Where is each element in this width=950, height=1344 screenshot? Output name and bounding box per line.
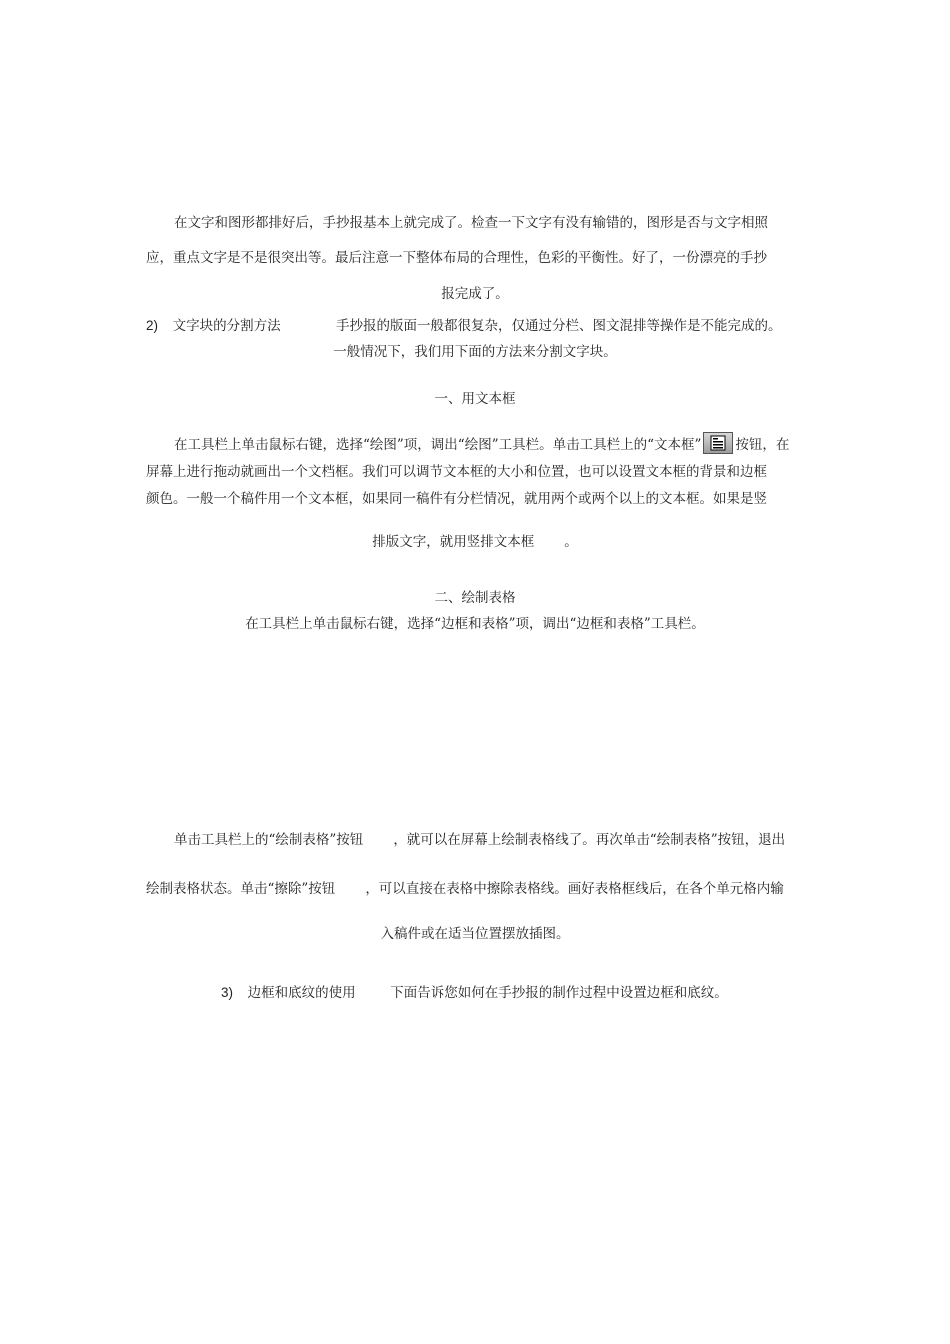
paragraph-2-line-1-end: 按钮，在 — [735, 437, 790, 453]
section-3-text: 下面告诉您如何在手抄报的制作过程中设置边框和底纹。 — [390, 985, 728, 1001]
heading-textbox: 一、用文本框 — [434, 391, 516, 407]
textbox-button-icon — [703, 432, 733, 454]
paragraph-4-line-1-start: 单击工具栏上的“绘制表格”按钮 — [174, 832, 364, 848]
paragraph-4-line-1-end: ，就可以在屏幕上绘制表格线了。再次单击“绘制表格”按钮，退出 — [393, 832, 786, 848]
heading-draw-table: 二、绘制表格 — [434, 590, 516, 606]
paragraph-4-line-2-end: ，可以直接在表格中擦除表格线。画好表格框线后，在各个单元格内输 — [365, 881, 784, 897]
paragraph-2-line-4-end: 。 — [564, 534, 578, 550]
section-2-heading-line — [146, 317, 281, 335]
section-2-line-2: 一般情况下，我们用下面的方法来分割文字块。 — [333, 344, 617, 360]
paragraph-4-line-2-start: 绘制表格状态。单击“擦除”按钮 — [146, 881, 336, 897]
section-2-line-1: 手抄报的版面一般都很复杂，仅通过分栏、图文混排等操作是不能完成的。 — [336, 318, 782, 334]
paragraph-2-line-2: 屏幕上进行拖动就画出一个文档框。我们可以调节文本框的大小和位置，也可以设置文本框的背景和边框 — [146, 464, 767, 480]
paragraph-4-line-2 — [146, 880, 784, 898]
section-3-title: 边框和底纹的使用 — [247, 985, 356, 1001]
paragraph-4-line-1 — [174, 831, 785, 849]
paragraph-1-line-1: 在文字和图形都排好后，手抄报基本上就完成了。检查一下文字有没有输错的，图形是否与文字相照 — [174, 215, 768, 231]
section-2-title: 文字块的分割方法 — [172, 318, 281, 334]
paragraph-4-line-3: 入稿件或在适当位置摆放插图。 — [380, 926, 570, 942]
paragraph-2-line-1-start: 在工具栏上单击鼠标右键，选择“绘图”项，调出“绘图”工具栏。单击工具栏上的“文本框” — [174, 437, 702, 453]
section-3-number: 3) — [221, 985, 234, 1000]
paragraph-2-line-1 — [174, 432, 789, 454]
paragraph-2-line-4-start: 排版文字，就用竖排文本框 — [372, 534, 535, 550]
paragraph-1-line-2: 应，重点文字是不是很突出等。最后注意一下整体布局的合理性，色彩的平衡性。好了，一份漂亮的手抄 — [146, 250, 767, 266]
section-3-line — [221, 984, 728, 1002]
section-2-number: 2) — [146, 318, 159, 333]
paragraph-2-line-4 — [0, 533, 950, 551]
paragraph-1-line-3: 报完成了。 — [441, 286, 509, 302]
paragraph-2-line-3: 颜色。一般一个稿件用一个文本框，如果同一稿件有分栏情况，就用两个或两个以上的文本框。如果是竖 — [146, 491, 767, 507]
paragraph-3: 在工具栏上单击鼠标右键，选择“边框和表格”项，调出“边框和表格”工具栏。 — [245, 616, 705, 632]
